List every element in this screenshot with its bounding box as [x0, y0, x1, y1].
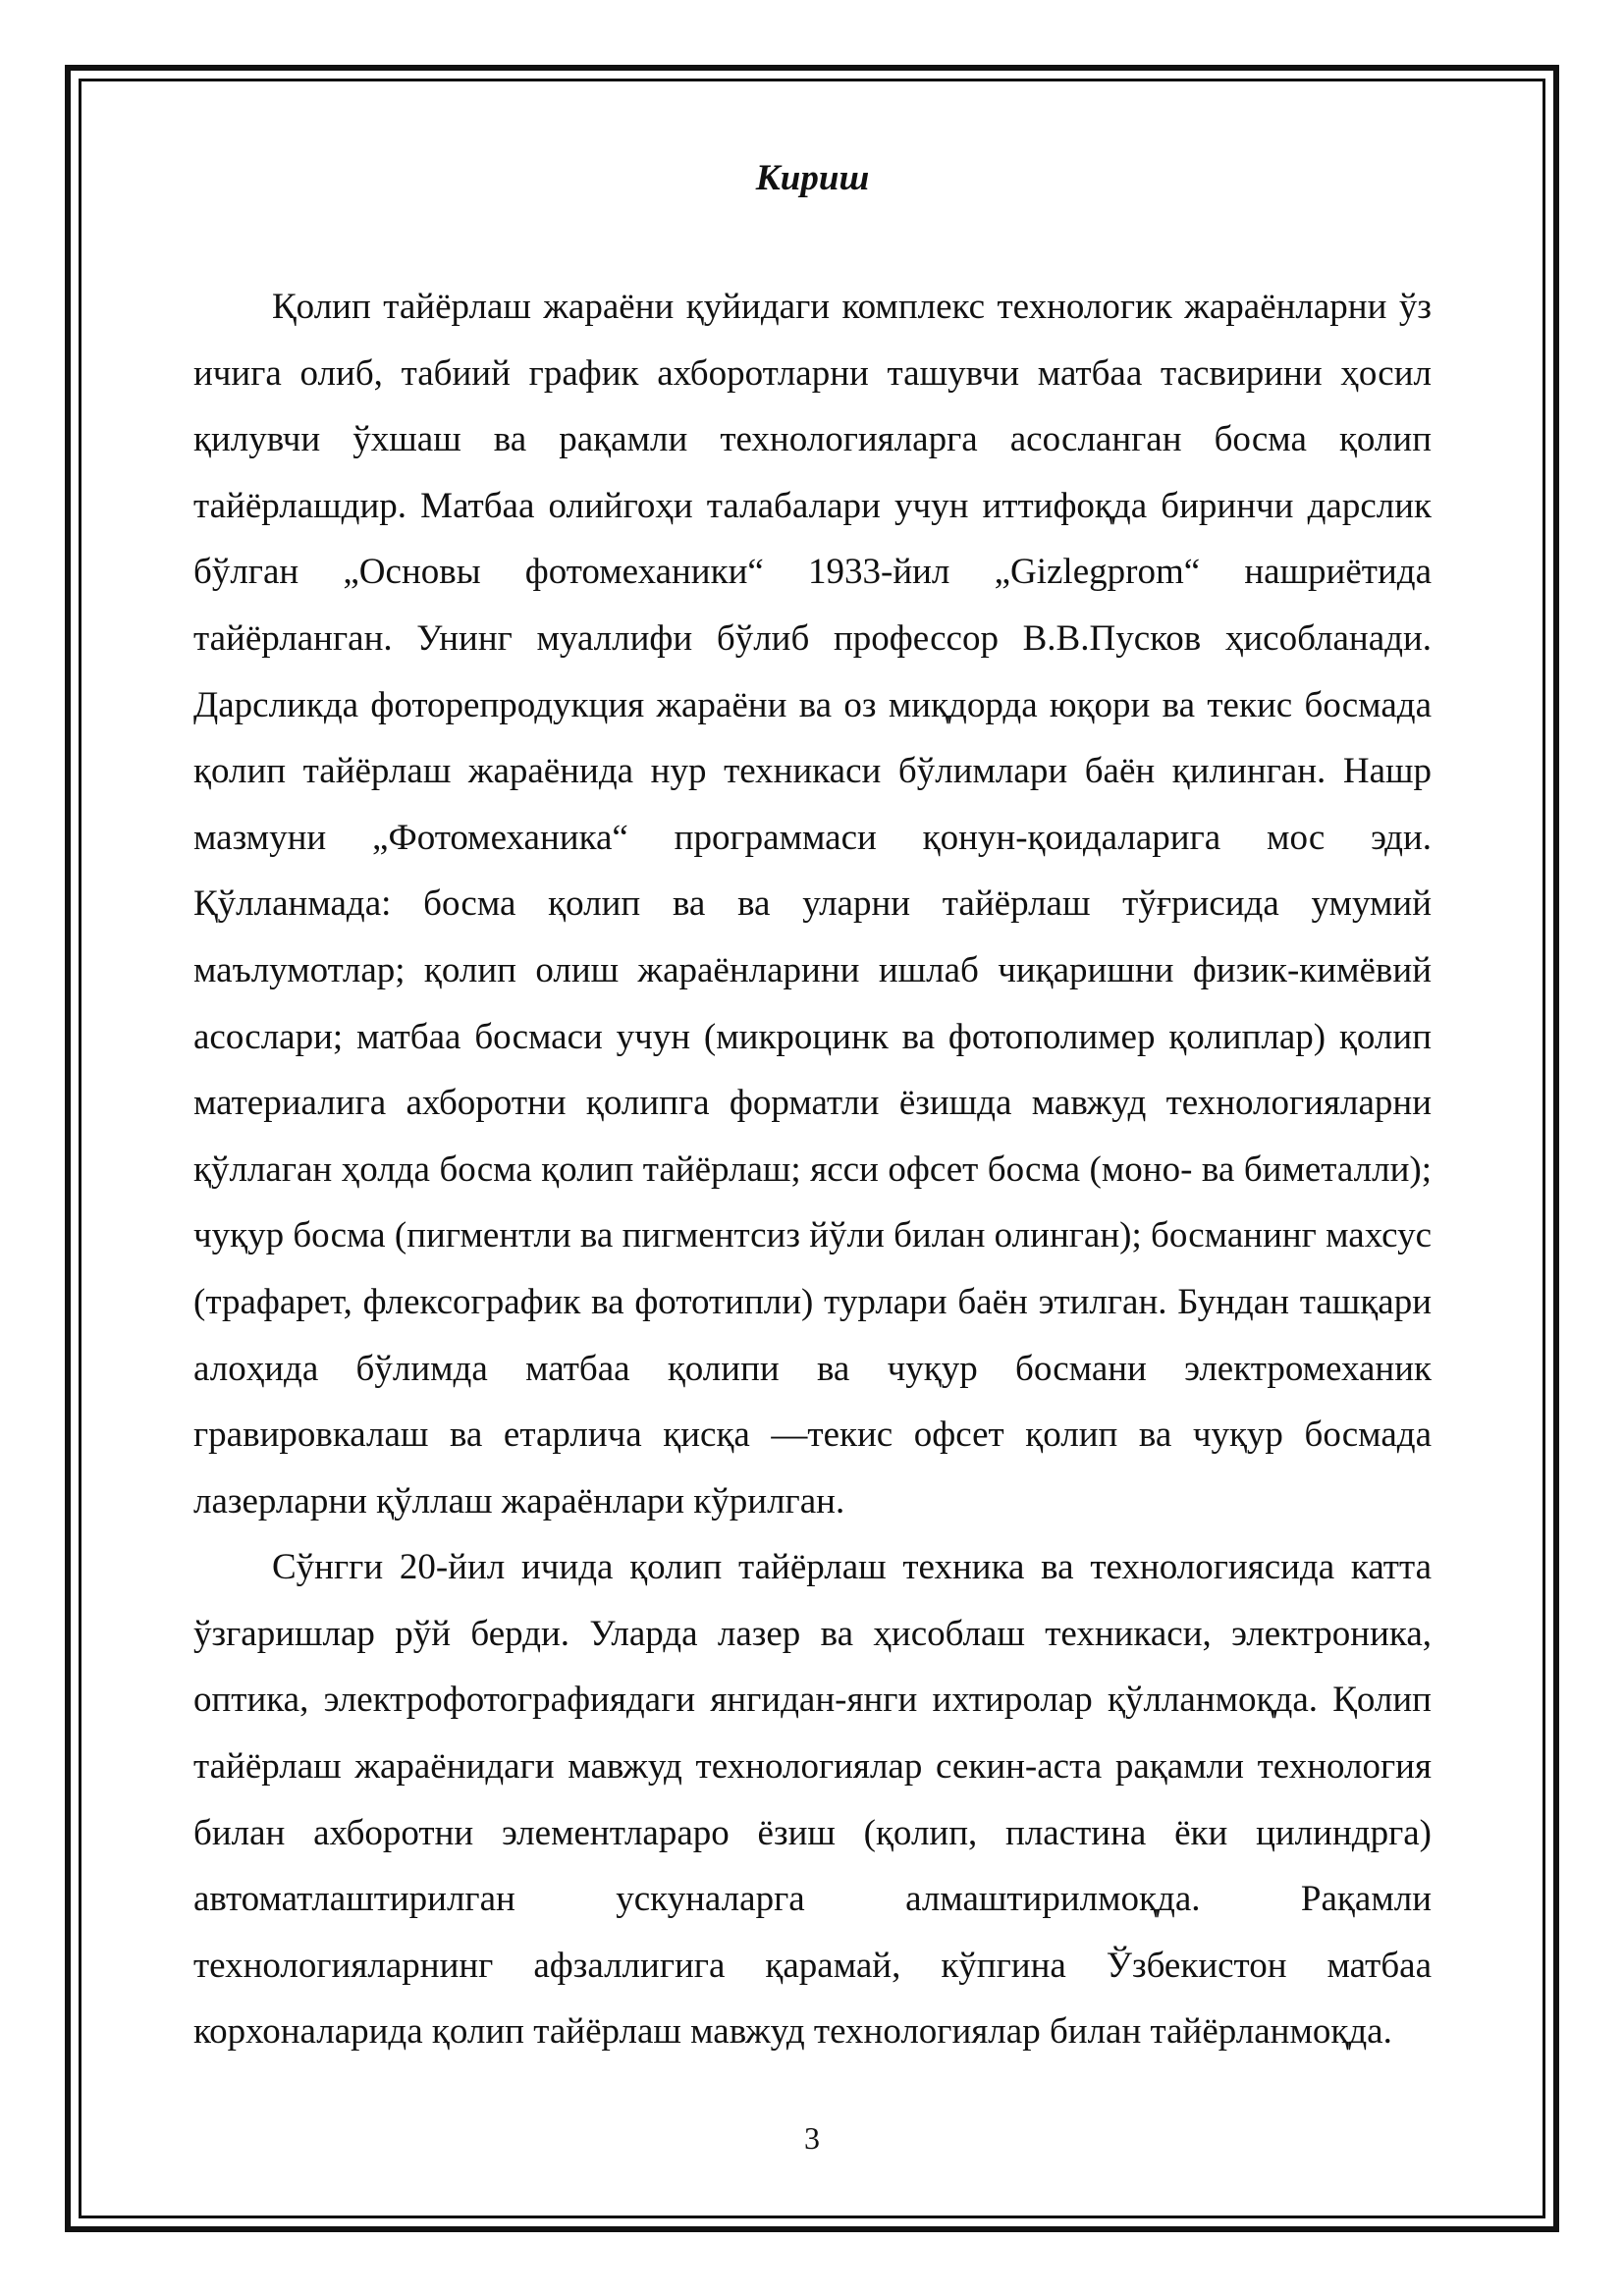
page-title: Кириш	[755, 158, 870, 198]
page-number: 3	[804, 2120, 820, 2156]
paragraph-1: Қолип тайёрлаш жараёни қуйидаги комплекс технологик жараёнларни ўз ичига олиб, табиий график ахборотларни ташувчи матбаа тасвирини ҳосил қилувчи ўхшаш ва рақамли технологияларга асосланган босма қолип тайёрлашдир. Матбаа олийгоҳи талабалари учун иттифоқда биринчи дарслик бўлган „Основы фотомеханики“ 1933-йил „Gizlegprom“ нашриётида тайёрланган. Унинг муаллифи бўлиб профессор В.В.Пусков ҳисобланади. Дарсликда фоторепродукция жараёни ва оз миқдорда юқори ва текис босмада қолип тайёрлаш жараёнида нур техникаси бўлимлари баён қилинган. Нашр мазмуни „Фотомеханика“ программаси қонун-қоидаларига мос эди. Қўлланмада: босма қолип ва ва уларни тайёрлаш тўғрисида умумий маълумотлар; қолип олиш жараёнларини ишлаб чиқаришни физик-кимёвий асослари; матбаа босмаси учун (микроцинк ва фотополимер қолиплар) қолип материалига ахборотни қолипга форматли ёзишда мавжуд технологияларни қўллаган ҳолда босма қолип тайёрлаш; ясси офсет босма (моно- ва биметалли); чуқур босма (пигментли ва пигментсиз йўли билан олинган); босманинг махсус (трафарет, флексографик ва фототипли) турлари баён этилган. Бундан ташқари алоҳида бўлимда матбаа қолипи ва чуқур босмани электромеханик гравировкалаш ва етарлича қисқа —текис офсет қолип ва чуқур босмада лазерларни қўллаш жараёнлари кўрилган.	[193, 287, 1432, 1522]
page-content	[193, 155, 1432, 2065]
paragraph-2: Сўнгги 20-йил ичида қолип тайёрлаш техника ва технологиясида катта ўзгаришлар рўй берди. Уларда лазер ва ҳисоблаш техникаси, электроника, оптика, электрофотографиядаги янгидан-янги ихтиролар қўлланмоқда. Қолип тайёрлаш жараёнидаги мавжуд технологиялар секин-аста рақамли технология билан ахборотни элементлараро ёзиш (қолип, пластина ёки цилиндрга) автоматлаштирилган ускуналарга алмаштирилмоқда. Рақамли технологияларнинг афзаллигига қарамай, кўпгина Ўзбекистон матбаа корхоналарида қолип тайёрлаш мавжуд технологиялар билан тайёрланмоқда.	[193, 1547, 1432, 2053]
